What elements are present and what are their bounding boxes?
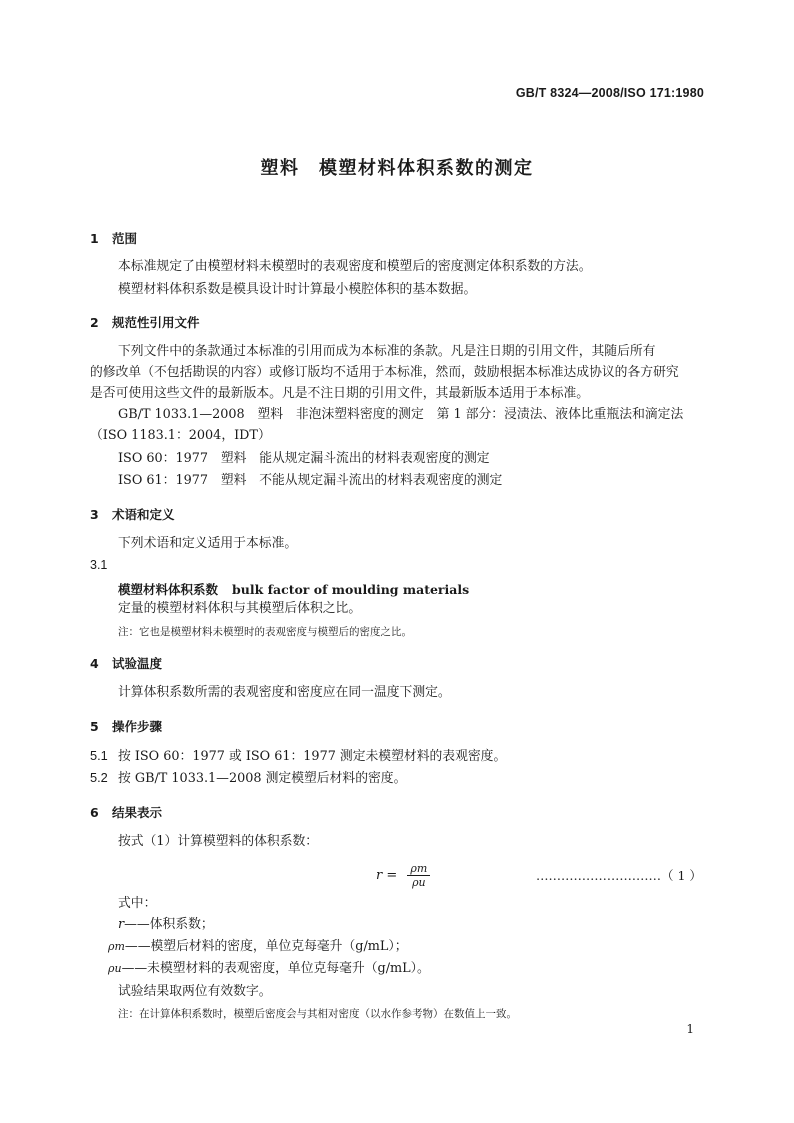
variable-definition [108, 938, 408, 956]
page-number: 1 [686, 1022, 694, 1036]
reference-item: ISO 61：1977 塑料 不能从规定漏斗流出的材料表观密度的测定 [118, 473, 503, 488]
where-label: 式中： [118, 896, 157, 911]
section-title: 试验温度 [112, 656, 163, 671]
section-title: 结果表示 [112, 805, 163, 820]
section-number: 3 [90, 507, 99, 522]
paragraph-line: 是否可使用这些文件的最新版本。凡是不注日期的引用文件，其最新版本适用于本标准。 [90, 386, 590, 401]
reference-item: ISO 60：1977 塑料 能从规定漏斗流出的材料表观密度的测定 [118, 451, 490, 466]
variable-symbol: ρm [108, 940, 125, 953]
step-text: 按 GB/T 1033.1—2008 测定模塑后材料的密度。 [118, 771, 407, 786]
variable-description: ——未模塑材料的表观密度，单位克每毫升（g/mL）。 [121, 961, 430, 976]
term-chinese: 模塑材料体积系数 [118, 582, 219, 597]
paragraph-line: 的修改单（不包括勘误的内容）或修订版均不适用于本标准，然而，鼓励根据本标准达成协议的各方研究 [90, 365, 679, 380]
formula-lhs: r = [376, 868, 398, 883]
section-title: 操作步骤 [112, 719, 163, 734]
variable-symbol: ρu [108, 962, 122, 975]
paragraph: 模塑材料体积系数是模具设计时计算最小模腔体积的基本数据。 [118, 282, 477, 297]
section-number: 1 [90, 231, 99, 246]
section-1-heading [90, 229, 137, 247]
section-number: 5 [90, 719, 99, 734]
term-entry [118, 580, 469, 598]
variable-definition [108, 960, 430, 978]
equation-number: …………………………（ 1 ） [536, 868, 702, 883]
procedure-step [90, 747, 506, 766]
formula-denominator: ρu [412, 876, 426, 889]
variable-description: ——体积系数； [124, 917, 214, 932]
formula-numerator: ρm [410, 862, 428, 875]
term-english: bulk factor of moulding materials [232, 582, 470, 597]
section-title: 范围 [112, 231, 138, 246]
section-title: 术语和定义 [112, 507, 175, 522]
section-number: 2 [90, 315, 99, 330]
reference-item: GB/T 1033.1—2008 塑料 非泡沫塑料密度的测定 第 1 部分：浸渍法、液体比重瓶法和滴定法 [118, 407, 684, 422]
reference-item-continued: （ISO 1183.1：2004，IDT） [90, 428, 271, 443]
variable-definition [118, 916, 214, 934]
variable-description: ——模塑后材料的密度，单位克每毫升（g/mL）； [124, 939, 408, 954]
paragraph: 计算体积系数所需的表观密度和密度应在同一温度下测定。 [118, 685, 451, 700]
paragraph: 本标准规定了由模塑材料未模塑时的表观密度和模塑后的密度测定体积系数的方法。 [118, 259, 592, 274]
paragraph: 试验结果取两位有效数字。 [118, 984, 272, 999]
paragraph: 按式（1）计算模塑料的体积系数： [118, 834, 319, 849]
formula-fraction [407, 862, 430, 889]
formula-1 [376, 862, 430, 889]
subsection-number: 3.1 [90, 558, 108, 572]
section-6-heading [90, 803, 162, 821]
step-number: 5.1 [90, 748, 108, 763]
section-5-heading [90, 717, 162, 735]
note: 注：在计算体积系数时，模塑后密度会与其相对密度（以水作参考物）在数值上一致。 [118, 1008, 517, 1020]
paragraph-line: 下列文件中的条款通过本标准的引用而成为本标准的条款。凡是注日期的引用文件，其随后所有 [118, 344, 656, 359]
step-text: 按 ISO 60：1977 或 ISO 61：1977 测定未模塑材料的表观密度。 [118, 749, 507, 764]
procedure-step [90, 769, 406, 788]
section-title: 规范性引用文件 [112, 315, 200, 330]
section-number: 4 [90, 656, 99, 671]
section-3-heading [90, 505, 175, 523]
variable-symbol: r [118, 917, 125, 932]
note: 注：它也是模塑材料未模塑时的表观密度与模塑后的密度之比。 [118, 626, 412, 638]
section-4-heading [90, 654, 162, 672]
section-2-heading [90, 313, 200, 331]
step-number: 5.2 [90, 770, 108, 785]
term-definition: 定量的模塑材料体积与其模塑后体积之比。 [118, 601, 362, 616]
standard-code: GB/T 8324—2008/ISO 171:1980 [515, 86, 704, 100]
section-number: 6 [90, 805, 99, 820]
paragraph: 下列术语和定义适用于本标准。 [118, 536, 298, 551]
document-title: 塑料 模塑材料体积系数的测定 [260, 158, 534, 179]
